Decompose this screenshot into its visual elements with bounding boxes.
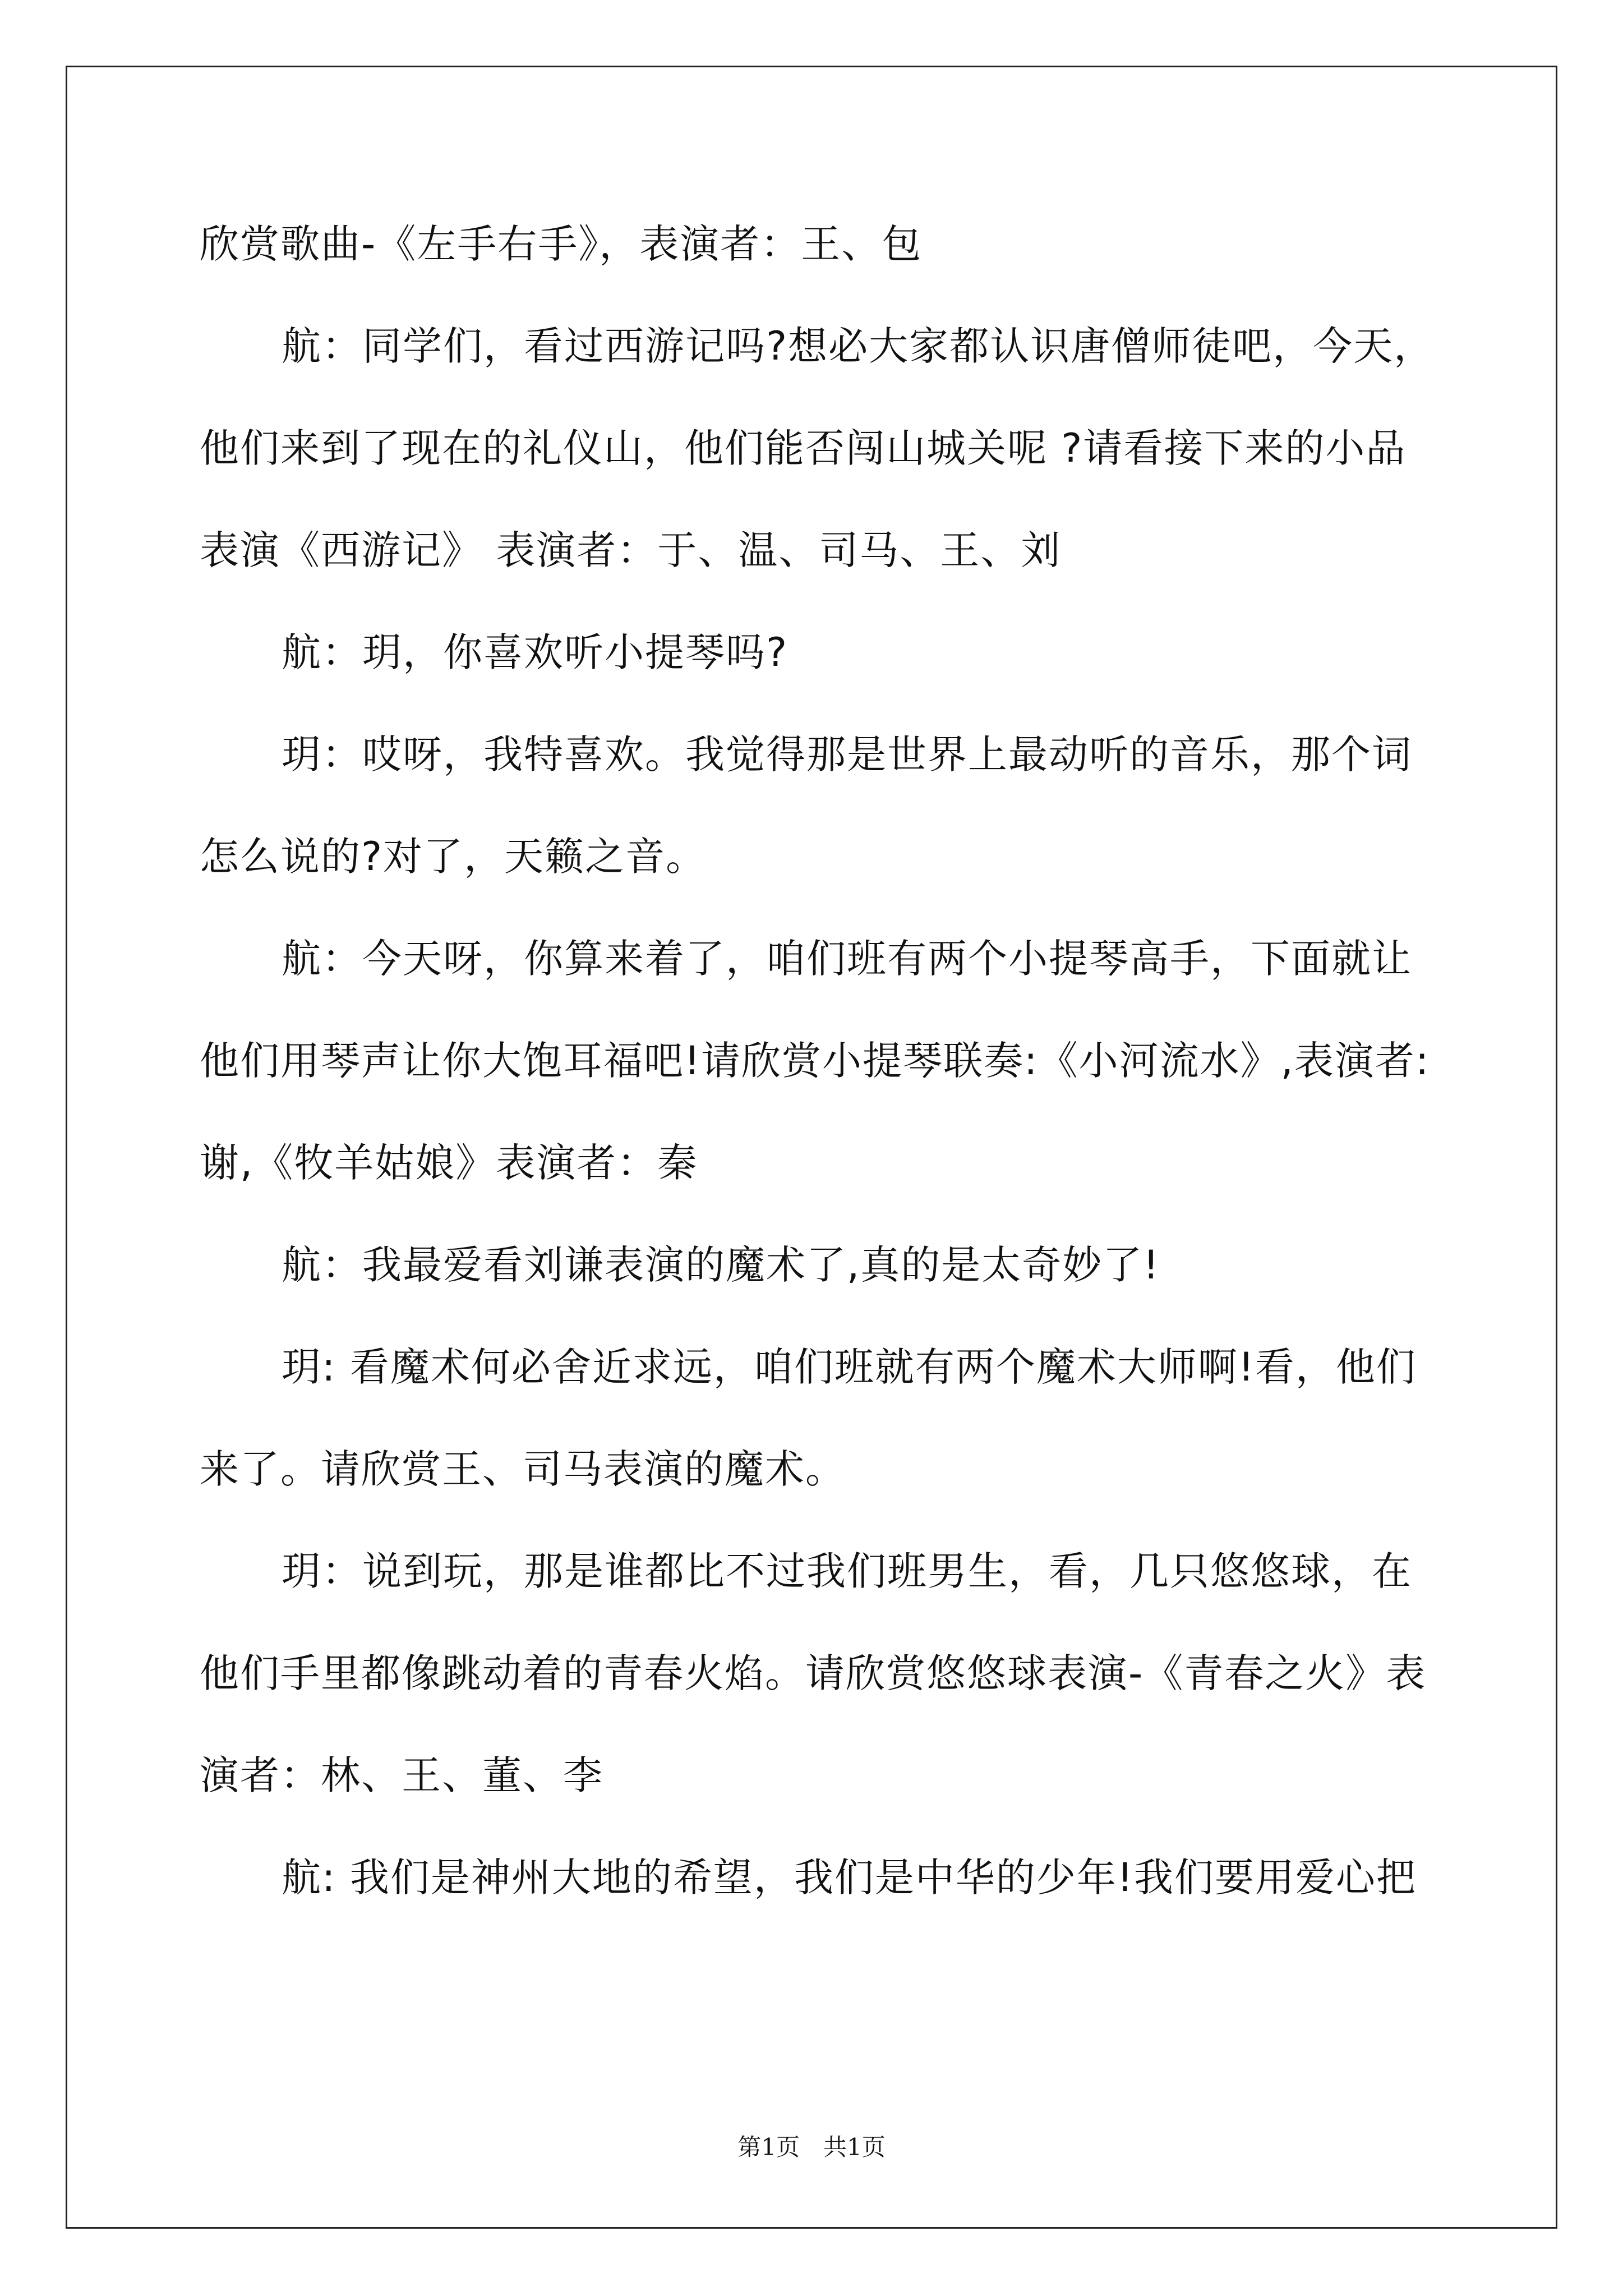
text-line: 来了。请欣赏王、司马表演的魔术。 xyxy=(200,1446,846,1492)
text-line: 表演《西游记》 表演者：于、温、司马、王、刘 xyxy=(200,527,1062,573)
text-line: 演者：林、王、董、李 xyxy=(200,1752,603,1798)
text-line: 怎么说的?对了，天籁之音。 xyxy=(200,834,707,880)
text-line: 航：今天呀，你算来着了，咱们班有两个小提琴高手，下面就让 xyxy=(282,936,1412,982)
text-line: 玥: 看魔术何必舍近求远，咱们班就有两个魔术大师啊!看，他们 xyxy=(282,1344,1417,1390)
text-line: 航: 我们是神州大地的希望，我们是中华的少年!我们要用爱心把 xyxy=(282,1855,1417,1901)
text-line: 他们手里都像跳动着的青春火焰。请欣赏悠悠球表演-《青春之火》表 xyxy=(200,1650,1427,1696)
text-line: 他们用琴声让你大饱耳福吧!请欣赏小提琴联奏:《小河流水》,表演者: xyxy=(200,1038,1430,1084)
text-line: 欣赏歌曲-《左手右手》，表演者：王、包 xyxy=(200,221,923,267)
text-line: 航：同学们，看过西游记吗?想必大家都认识唐僧师徒吧，今天， xyxy=(282,323,1435,369)
page-number-footer: 第1页 共1页 xyxy=(737,2133,886,2161)
text-line: 航：我最爱看刘谦表演的魔术了,真的是太奇妙了! xyxy=(282,1242,1160,1288)
text-line: 玥：说到玩，那是谁都比不过我们班男生，看，几只悠悠球，在 xyxy=(282,1548,1412,1594)
text-line: 他们来到了现在的礼仪山，他们能否闯山城关呢 ?请看接下来的小品 xyxy=(200,425,1407,471)
text-line: 谢,《牧羊姑娘》表演者：秦 xyxy=(200,1140,698,1186)
text-line: 玥：哎呀，我特喜欢。我觉得那是世界上最动听的音乐，那个词 xyxy=(282,731,1412,777)
text-line: 航：玥，你喜欢听小提琴吗? xyxy=(282,629,789,675)
